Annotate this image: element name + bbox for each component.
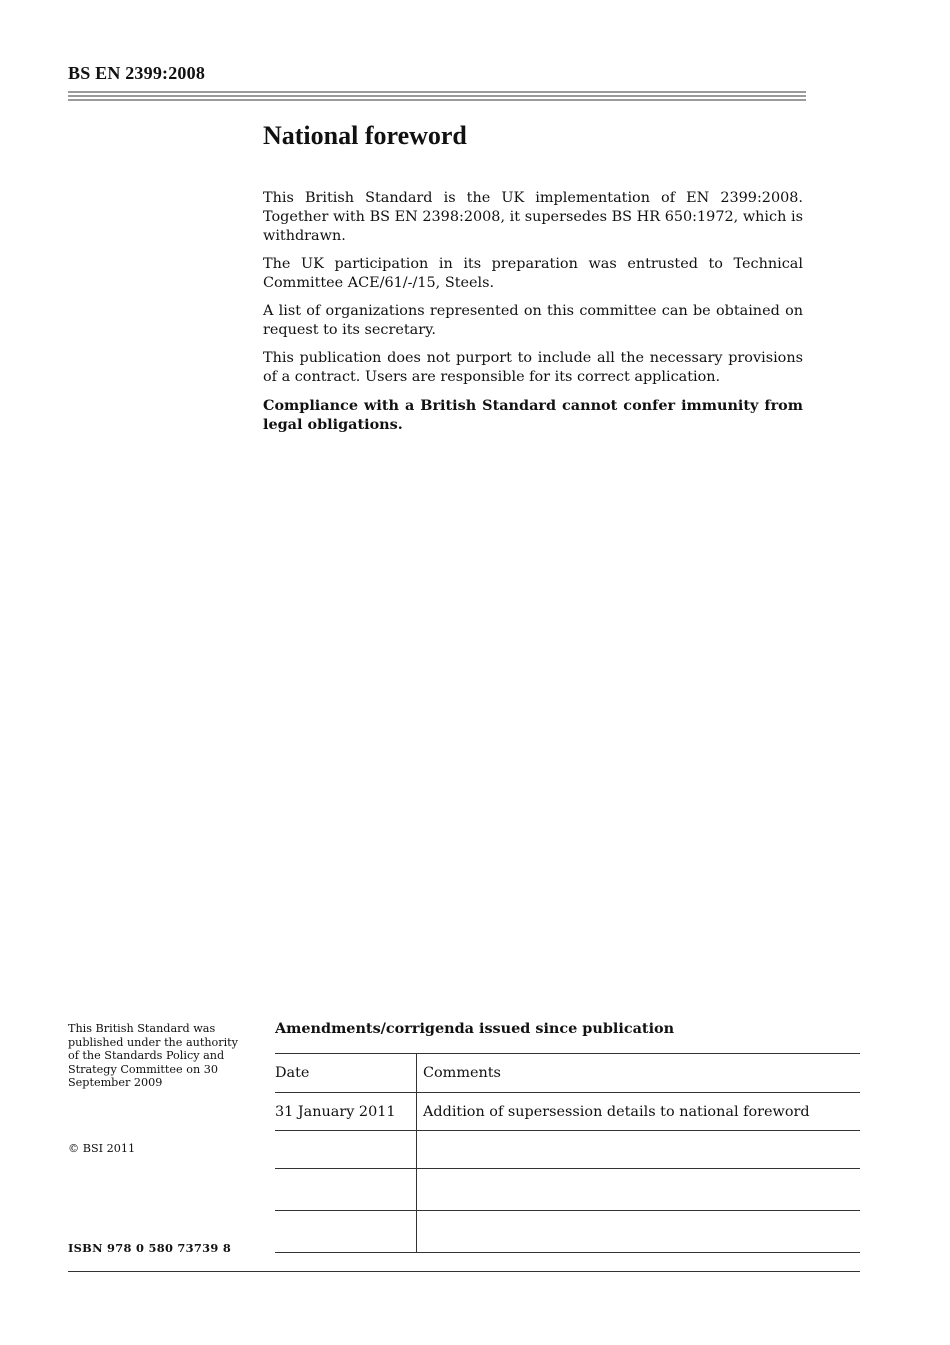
table-header-row (275, 1054, 860, 1093)
column-header-date: Date (275, 1054, 417, 1093)
paragraph-organizations: A list of organizations represented on this committee can be obtained on request to its secretary. (263, 303, 803, 338)
copyright-notice: © BSI 2011 (68, 1142, 136, 1155)
header-rule (68, 91, 806, 103)
document-code: BS EN 2399:2008 (68, 63, 206, 83)
foreword-body (263, 189, 803, 443)
paragraph-compliance: Compliance with a British Standard cannot confer immunity from legal obligations. (263, 397, 803, 433)
footer-rule (68, 1271, 860, 1272)
paragraph-implementation: This British Standard is the UK implementation of EN 2399:2008. Together with BS EN 2398:2008, it supersedes BS HR 650:1972, which is withdrawn. (263, 190, 803, 244)
amendments-table (275, 1053, 860, 1253)
page-title: National foreword (263, 121, 467, 150)
amendment-date: 31 January 2011 (275, 1093, 417, 1131)
amendment-comment: Addition of supersession details to national foreword (417, 1093, 861, 1131)
column-header-comments: Comments (417, 1054, 861, 1093)
table-row-empty (275, 1211, 860, 1253)
publication-note: This British Standard was published under the authority of the Standards Policy and Strategy Committee on 30 September 2009 (68, 1022, 238, 1090)
paragraph-participation: The UK participation in its preparation was entrusted to Technical Committee ACE/61/-/15, Steels. (263, 256, 803, 291)
table-row-empty (275, 1131, 860, 1169)
table-row-empty (275, 1169, 860, 1211)
paragraph-provisions: This publication does not purport to include all the necessary provisions of a contract. Users are responsible for its correct application. (263, 350, 803, 385)
table-row (275, 1093, 860, 1131)
isbn: ISBN 978 0 580 73739 8 (68, 1241, 232, 1255)
amendments-heading: Amendments/corrigenda issued since publication (275, 1020, 675, 1037)
